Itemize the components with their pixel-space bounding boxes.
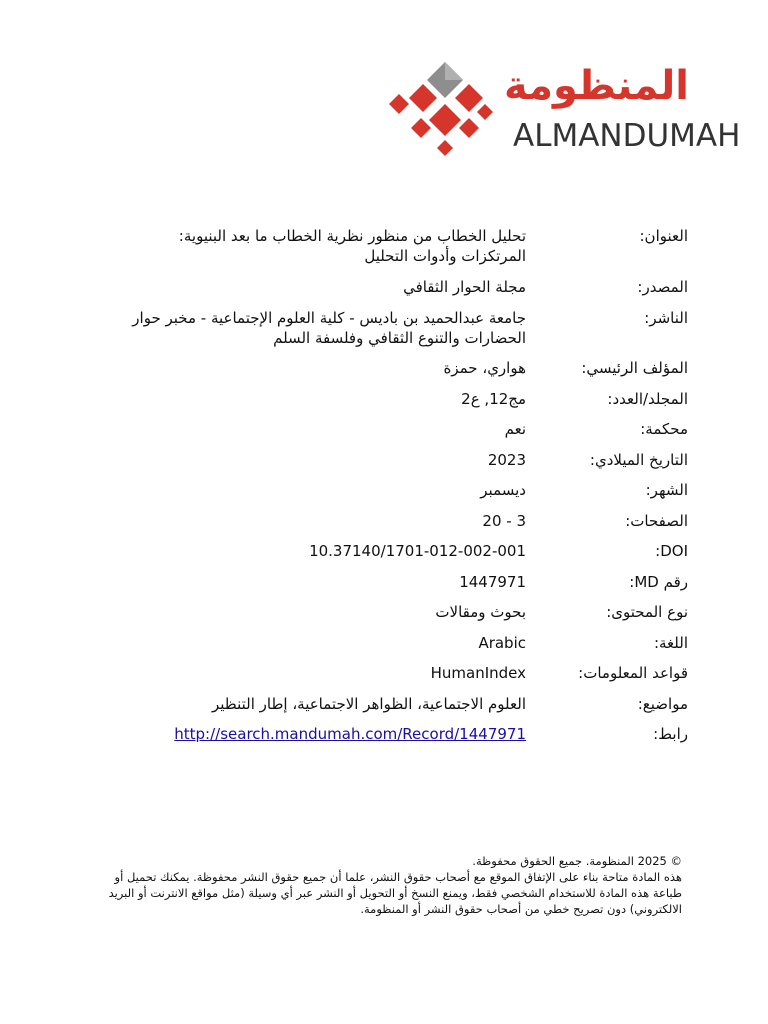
- field-label: محكمة:: [640, 420, 688, 438]
- field-label: DOI:: [655, 542, 688, 560]
- field-label: العنوان:: [639, 227, 688, 245]
- field-label: رقم MD:: [629, 573, 688, 591]
- logo-latin-wordmark: ALMANDUMAH: [513, 118, 741, 154]
- field-value-databases: HumanIndex: [430, 664, 526, 682]
- field-label: الناشر:: [644, 309, 688, 327]
- field-value-md-number: 1447971: [459, 573, 526, 591]
- field-value-content-type: بحوث ومقالات: [435, 603, 526, 621]
- field-label: رابط:: [653, 725, 688, 743]
- field-value-month: ديسمبر: [480, 481, 526, 499]
- usage-notice: هذه المادة متاحة بناء على الإتفاق الموقع مع أصحاب حقوق النشر، علما أن جميع حقوق النشر محفوظة. يمكنك تحميل أو طباعة هذه المادة للاستخدام الشخصي فقط، ويمنع النسخ أو التحويل أو النشر عبر أي وسيلة (مثل مواقع الانترنت أو البريد الالكتروني) دون تصريح خطي من أصحاب حقوق النشر أو المنظومة.: [108, 870, 682, 916]
- logo-diamond-mark-icon: [385, 60, 495, 156]
- field-label: الشهر:: [645, 481, 688, 499]
- copyright-line: © 2025 المنظومة. جميع الحقوق محفوظة.: [472, 854, 682, 868]
- field-value-subjects: العلوم الاجتماعية، الظواهر الاجتماعية، إطار التنظير: [211, 695, 526, 713]
- field-value-pages: 3 - 20: [482, 512, 526, 530]
- field-value-title: تحليل الخطاب من منظور نظرية الخطاب ما بعد البنيوية: المرتكزات وأدوات التحليل: [178, 227, 526, 265]
- field-value-link: [86, 724, 526, 744]
- copyright-footer: [82, 853, 682, 917]
- record-link[interactable]: http://search.mandumah.com/Record/1447971: [174, 725, 526, 743]
- field-label: المؤلف الرئيسي:: [581, 359, 688, 377]
- field-label: نوع المحتوى:: [606, 603, 688, 621]
- logo-arabic-wordmark: المنظومة: [504, 63, 689, 109]
- field-label: الصفحات:: [625, 512, 688, 530]
- field-value-volume: مج12, ع2: [461, 390, 526, 408]
- field-value-doi: 10.37140/1701-012-002-001: [309, 542, 526, 560]
- field-label: مواضيع:: [637, 695, 688, 713]
- field-value-language: Arabic: [478, 634, 526, 652]
- field-label: اللغة:: [653, 634, 688, 652]
- field-value-source: مجلة الحوار الثقافي: [403, 278, 526, 296]
- field-label: قواعد المعلومات:: [578, 664, 688, 682]
- field-label: المصدر:: [637, 278, 688, 296]
- field-value-year: 2023: [487, 451, 526, 469]
- field-value-publisher: جامعة عبدالحميد بن باديس - كلية العلوم الإجتماعية - مخبر حوار الحضارات والتنوع الثقافي وفلسفة السلم: [132, 309, 526, 347]
- field-value-peer-reviewed: نعم: [504, 420, 526, 438]
- field-label: التاريخ الميلادي:: [589, 451, 688, 469]
- field-value-author: هواري، حمزة: [443, 359, 526, 377]
- field-label: المجلد/العدد:: [607, 390, 688, 408]
